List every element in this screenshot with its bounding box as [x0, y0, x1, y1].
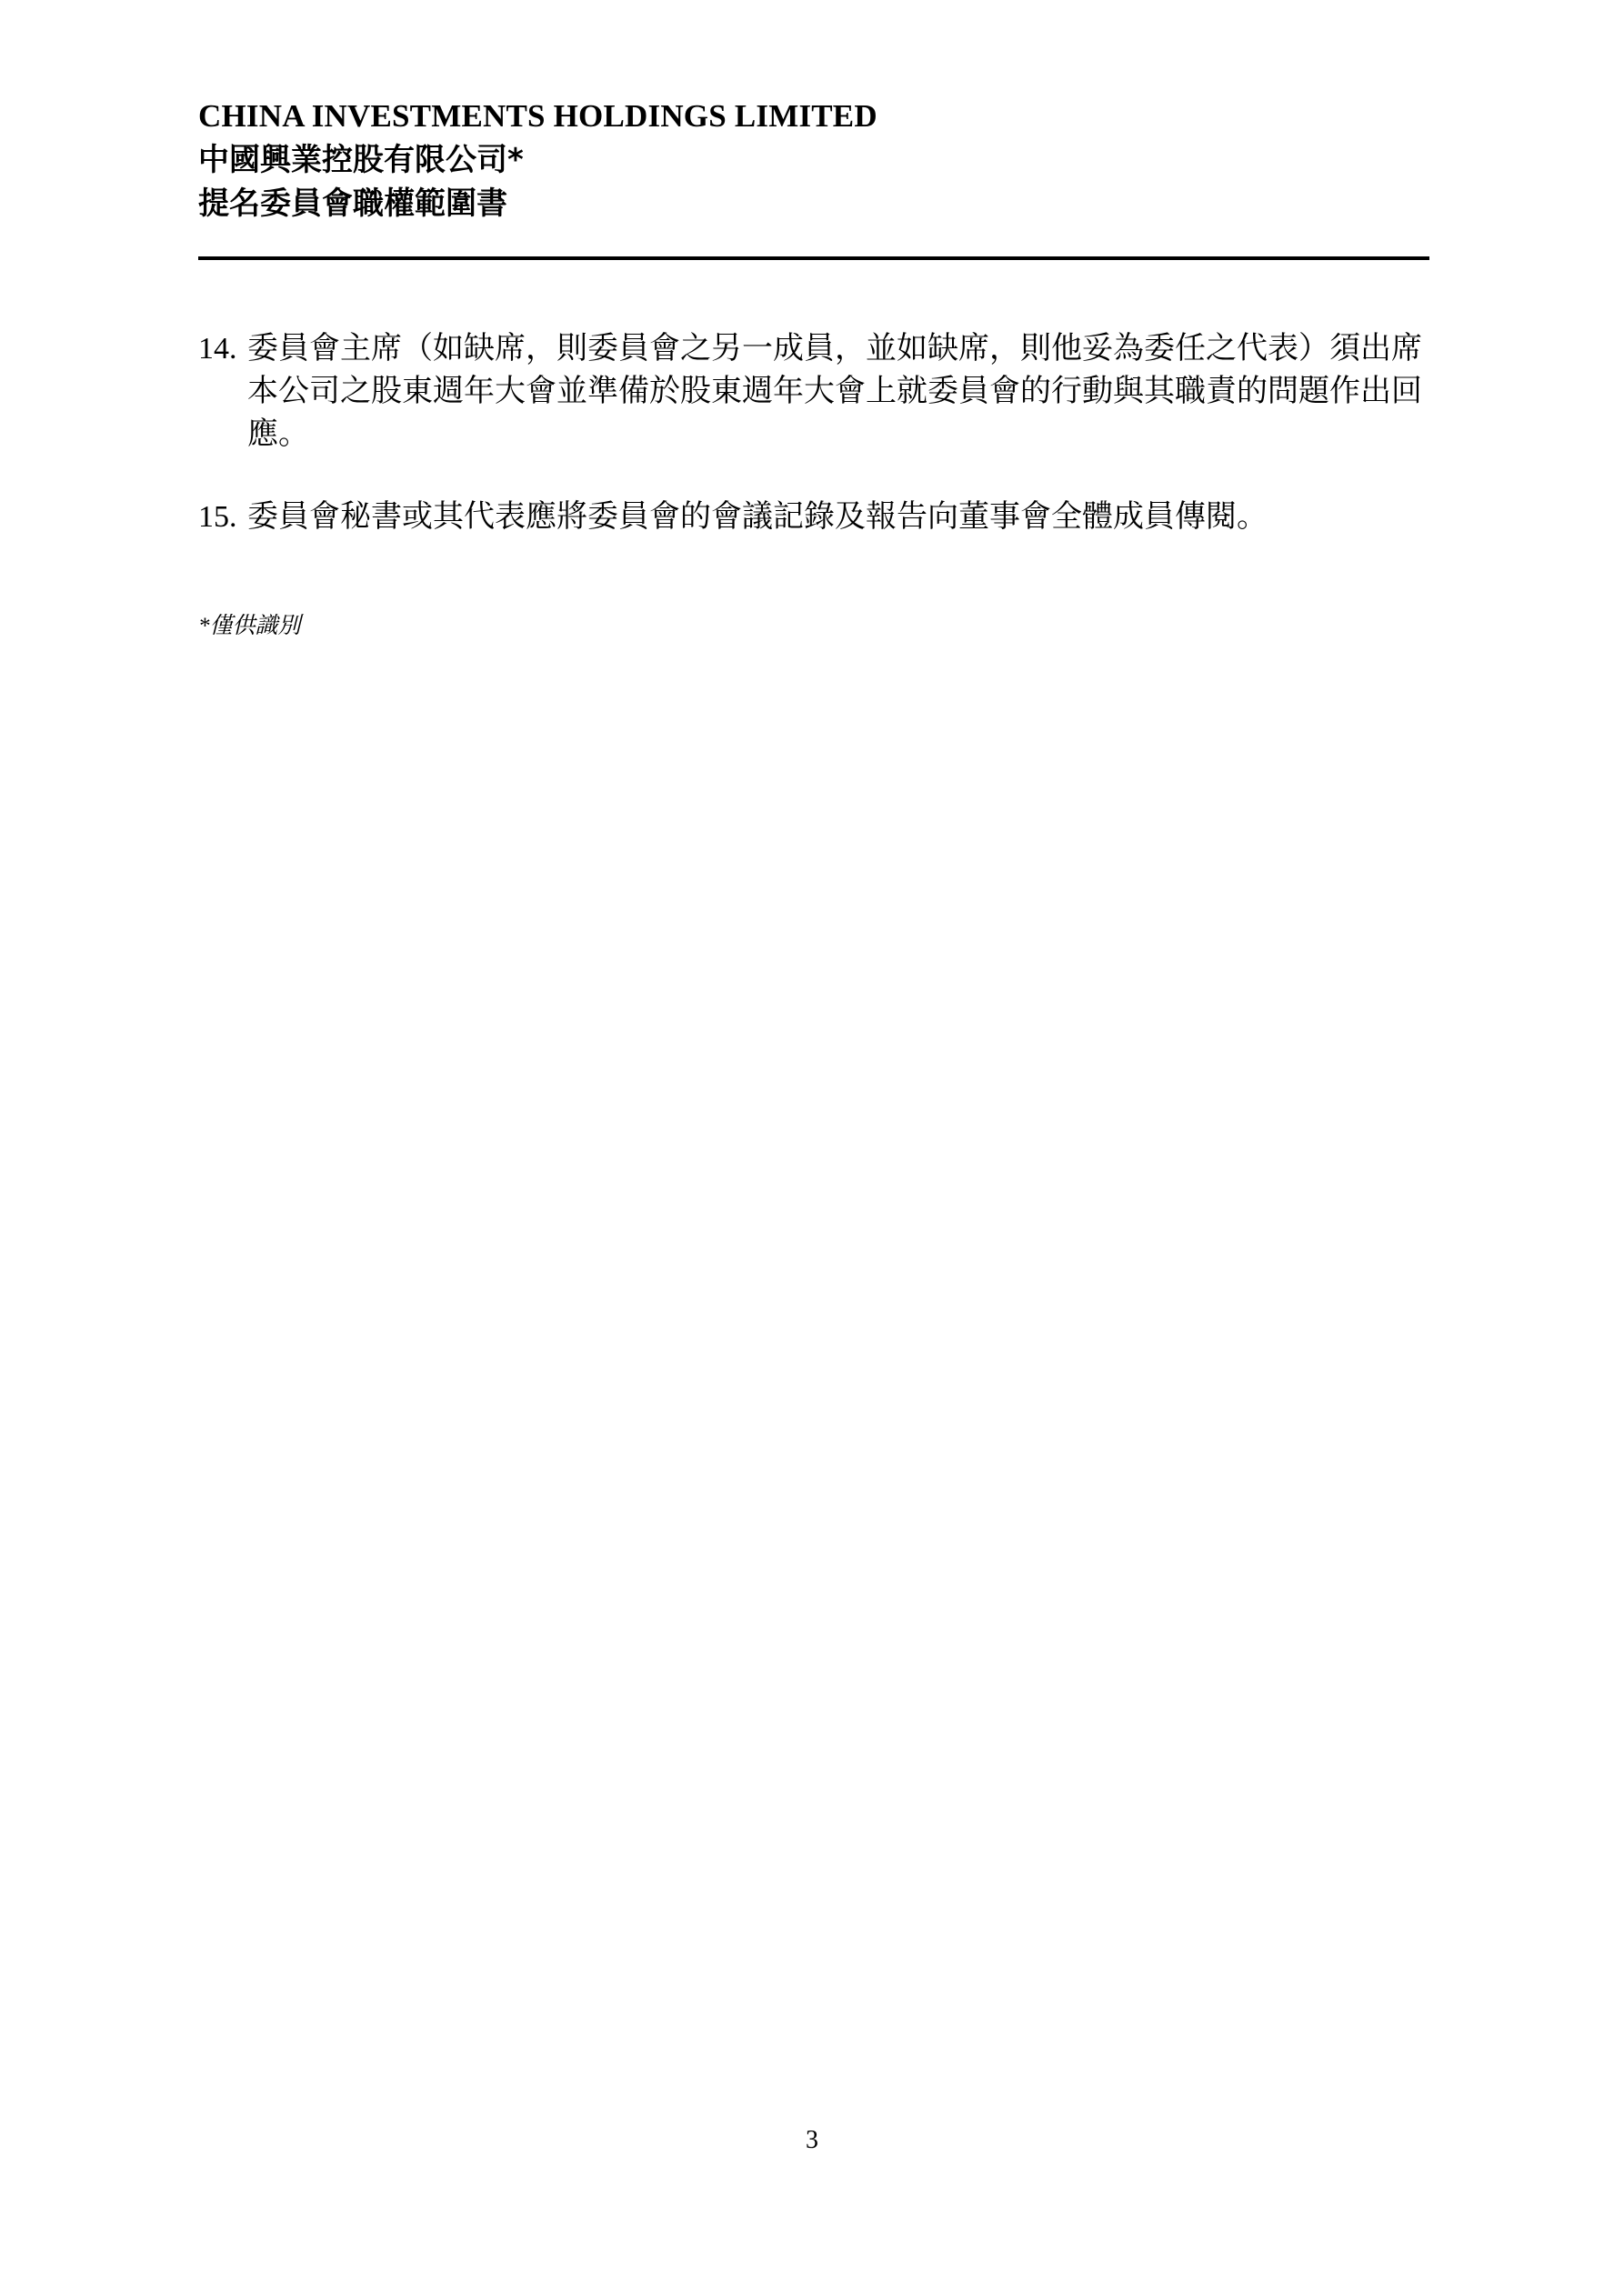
- clause-text: 委員會秘書或其代表應將委員會的會議記錄及報告向董事會全體成員傳閱。: [247, 498, 1268, 535]
- document-header: [198, 95, 1426, 226]
- header-divider: [198, 256, 1429, 260]
- company-name-english: CHINA INVESTMENTS HOLDINGS LIMITED: [198, 98, 877, 134]
- identification-footnote: *僅供識別: [198, 614, 301, 638]
- page-number: 3: [806, 2126, 818, 2154]
- company-name-chinese: 中國興業控股有限公司*: [198, 142, 524, 178]
- clause-list: [198, 327, 1444, 538]
- clause-number: 14.: [198, 332, 237, 366]
- clause-text: 委員會主席（如缺席，則委員會之另一成員，並如缺席，則他妥為委任之代表）須出席本公司之股東週年大會並準備於股東週年大會上就委員會的行動與其職責的問題作出回應。: [247, 330, 1422, 452]
- clause-item-15: [198, 496, 1444, 538]
- document-title: 提名委員會職權範圍書: [198, 185, 507, 222]
- clause-number: 15.: [198, 500, 237, 534]
- clause-item-14: [198, 327, 1444, 456]
